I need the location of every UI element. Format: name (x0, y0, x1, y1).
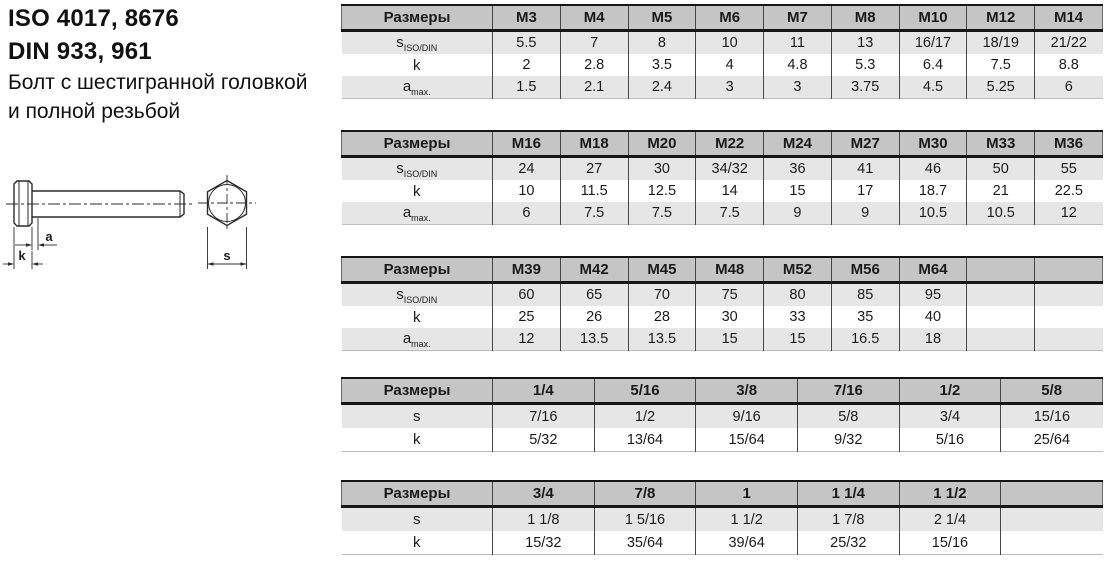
column-header: M22 (696, 131, 764, 157)
value-cell: 36 (764, 157, 832, 181)
value-cell: 13/64 (594, 428, 696, 452)
table-row (342, 283, 1103, 307)
table-row (342, 404, 1103, 429)
row-label: k (342, 428, 493, 452)
value-cell: 85 (831, 283, 899, 307)
dimension-s (208, 227, 247, 269)
value-cell: 41 (831, 157, 899, 181)
table-header-row (342, 5, 1103, 31)
column-header: 7/16 (797, 378, 899, 404)
size-table-inch-large (341, 480, 1103, 555)
value-cell: 35 (831, 306, 899, 328)
value-cell: 4.8 (764, 54, 832, 76)
row-label: k (342, 531, 493, 555)
value-cell: 65 (560, 283, 628, 307)
value-cell: 30 (628, 157, 696, 181)
column-header: M24 (764, 131, 832, 157)
header-label: Размеры (342, 481, 493, 507)
value-cell: 15 (764, 180, 832, 202)
value-cell: 10 (696, 31, 764, 55)
column-header: M36 (1035, 131, 1103, 157)
value-cell: 1 5/16 (594, 507, 696, 532)
value-cell: 10 (493, 180, 561, 202)
value-cell: 9/16 (696, 404, 798, 429)
product-description: Болт с шестигранной головкой (8, 71, 308, 94)
value-cell: 8.8 (1035, 54, 1103, 76)
column-header: 1 (696, 481, 798, 507)
column-header: M10 (899, 5, 967, 31)
value-cell: 18.7 (899, 180, 967, 202)
value-cell: 5.25 (967, 76, 1035, 99)
table-row (342, 76, 1103, 99)
value-cell: 2.8 (560, 54, 628, 76)
value-cell: 22.5 (1035, 180, 1103, 202)
column-header: M12 (967, 5, 1035, 31)
value-cell: 25/64 (1001, 428, 1103, 452)
column-header: M30 (899, 131, 967, 157)
value-cell: 6 (493, 202, 561, 225)
column-header: M18 (560, 131, 628, 157)
value-cell: 7.5 (967, 54, 1035, 76)
value-cell: 6.4 (899, 54, 967, 76)
column-header: M52 (764, 257, 832, 283)
value-cell: 30 (696, 306, 764, 328)
table-header-row (342, 378, 1103, 404)
value-cell: 25 (493, 306, 561, 328)
dim-label-a: a (45, 229, 53, 244)
value-cell: 13.5 (560, 328, 628, 351)
row-label: $s_{ISO/DIN}$ (342, 31, 493, 55)
row-label: s (342, 507, 493, 532)
dimension-k (3, 227, 43, 269)
value-cell: 7.5 (560, 202, 628, 225)
value-cell: 25/32 (797, 531, 899, 555)
value-cell: 1 1/2 (696, 507, 798, 532)
table-row (342, 157, 1103, 181)
size-table-metric-m16-m36 (341, 130, 1103, 225)
column-header: M14 (1035, 5, 1103, 31)
header-label: Размеры (342, 131, 493, 157)
column-header: M45 (628, 257, 696, 283)
value-cell: 2.1 (560, 76, 628, 99)
column-header (1001, 481, 1103, 507)
column-header (967, 257, 1035, 283)
value-cell: 4.5 (899, 76, 967, 99)
value-cell: 15/16 (1001, 404, 1103, 429)
value-cell: 7.5 (628, 202, 696, 225)
value-cell: 15/32 (493, 531, 595, 555)
value-cell: 95 (899, 283, 967, 307)
size-table-metric-m39-m64 (341, 256, 1103, 351)
value-cell: 12 (1035, 202, 1103, 225)
value-cell: 27 (560, 157, 628, 181)
value-cell: 17 (831, 180, 899, 202)
value-cell: 3 (696, 76, 764, 99)
column-header: M48 (696, 257, 764, 283)
value-cell: 12 (493, 328, 561, 351)
value-cell: 5.5 (493, 31, 561, 55)
value-cell: 2 1/4 (899, 507, 1001, 532)
product-description: и полной резьбой (8, 100, 181, 123)
value-cell: 10.5 (967, 202, 1035, 225)
size-table-metric-m3-m14 (341, 4, 1103, 99)
row-label: $s_{ISO/DIN}$ (342, 157, 493, 181)
value-cell: 5/16 (899, 428, 1001, 452)
value-cell: 50 (967, 157, 1035, 181)
standard-iso: ISO 4017, 8676 (8, 5, 179, 32)
value-cell: 5/8 (797, 404, 899, 429)
row-label: s (342, 404, 493, 429)
title-block (8, 2, 338, 126)
value-cell: 1 7/8 (797, 507, 899, 532)
value-cell: 24 (493, 157, 561, 181)
value-cell: 5/32 (493, 428, 595, 452)
value-cell (1035, 306, 1103, 328)
value-cell: 7 (560, 31, 628, 55)
value-cell: 9/32 (797, 428, 899, 452)
column-header: 1 1/2 (899, 481, 1001, 507)
value-cell: 75 (696, 283, 764, 307)
column-header: 7/8 (594, 481, 696, 507)
value-cell: 7.5 (696, 202, 764, 225)
value-cell: 39/64 (696, 531, 798, 555)
value-cell: 11.5 (560, 180, 628, 202)
value-cell: 15 (764, 328, 832, 351)
column-header: M3 (493, 5, 561, 31)
row-label: $a_{max.}$ (342, 202, 493, 225)
table-row (342, 31, 1103, 55)
row-label: $a_{max.}$ (342, 76, 493, 99)
column-header: M27 (831, 131, 899, 157)
column-header: 5/16 (594, 378, 696, 404)
row-label: $s_{ISO/DIN}$ (342, 283, 493, 307)
value-cell: 28 (628, 306, 696, 328)
value-cell: 21 (967, 180, 1035, 202)
value-cell: 6 (1035, 76, 1103, 99)
value-cell: 55 (1035, 157, 1103, 181)
table-header-row (342, 481, 1103, 507)
table-row (342, 180, 1103, 202)
value-cell: 35/64 (594, 531, 696, 555)
value-cell: 15/64 (696, 428, 798, 452)
column-header: 1 1/4 (797, 481, 899, 507)
value-cell (967, 328, 1035, 351)
value-cell: 11 (764, 31, 832, 55)
column-header (1035, 257, 1103, 283)
header-label: Размеры (342, 378, 493, 404)
value-cell (1001, 531, 1103, 555)
standard-din: DIN 933, 961 (8, 38, 152, 65)
row-label: k (342, 306, 493, 328)
value-cell (1001, 507, 1103, 532)
value-cell: 80 (764, 283, 832, 307)
dim-label-s: s (223, 248, 231, 263)
column-header: 5/8 (1001, 378, 1103, 404)
size-table-inch-small (341, 377, 1103, 452)
column-header: M8 (831, 5, 899, 31)
value-cell: 9 (831, 202, 899, 225)
row-label: k (342, 54, 493, 76)
value-cell: 12.5 (628, 180, 696, 202)
value-cell: 33 (764, 306, 832, 328)
column-header: M64 (899, 257, 967, 283)
value-cell: 21/22 (1035, 31, 1103, 55)
value-cell: 70 (628, 283, 696, 307)
value-cell (967, 306, 1035, 328)
column-header: 1/4 (493, 378, 595, 404)
table-header-row (342, 131, 1103, 157)
dimension-a (15, 218, 57, 250)
value-cell: 34/32 (696, 157, 764, 181)
table-row (342, 507, 1103, 532)
value-cell: 1/2 (594, 404, 696, 429)
table-row (342, 306, 1103, 328)
value-cell (1035, 328, 1103, 351)
value-cell: 2 (493, 54, 561, 76)
column-header: M56 (831, 257, 899, 283)
value-cell: 16.5 (831, 328, 899, 351)
table-row (342, 328, 1103, 351)
column-header: 3/8 (696, 378, 798, 404)
value-cell: 15/16 (899, 531, 1001, 555)
value-cell: 3.5 (628, 54, 696, 76)
value-cell (1035, 283, 1103, 307)
row-label: $a_{max.}$ (342, 328, 493, 351)
column-header: M4 (560, 5, 628, 31)
value-cell: 16/17 (899, 31, 967, 55)
value-cell: 40 (899, 306, 967, 328)
value-cell: 2.4 (628, 76, 696, 99)
value-cell: 14 (696, 180, 764, 202)
column-header: M39 (493, 257, 561, 283)
column-header: M6 (696, 5, 764, 31)
value-cell: 1 1/8 (493, 507, 595, 532)
row-label: k (342, 180, 493, 202)
bolt-side-view (14, 181, 184, 226)
value-cell: 5.3 (831, 54, 899, 76)
table-row (342, 202, 1103, 225)
value-cell: 1.5 (493, 76, 561, 99)
column-header: M33 (967, 131, 1035, 157)
value-cell: 3.75 (831, 76, 899, 99)
bolt-technical-drawing (0, 170, 280, 278)
value-cell: 26 (560, 306, 628, 328)
value-cell: 7/16 (493, 404, 595, 429)
table-row (342, 54, 1103, 76)
value-cell: 13.5 (628, 328, 696, 351)
column-header: M42 (560, 257, 628, 283)
value-cell: 9 (764, 202, 832, 225)
value-cell: 3 (764, 76, 832, 99)
value-cell: 15 (696, 328, 764, 351)
value-cell: 13 (831, 31, 899, 55)
value-cell: 18 (899, 328, 967, 351)
bolt-head (14, 181, 32, 226)
value-cell: 46 (899, 157, 967, 181)
table-row (342, 531, 1103, 555)
column-header: 1/2 (899, 378, 1001, 404)
value-cell: 3/4 (899, 404, 1001, 429)
value-cell: 18/19 (967, 31, 1035, 55)
header-label: Размеры (342, 257, 493, 283)
column-header: M20 (628, 131, 696, 157)
value-cell: 4 (696, 54, 764, 76)
table-row (342, 428, 1103, 452)
value-cell: 60 (493, 283, 561, 307)
value-cell: 8 (628, 31, 696, 55)
column-header: M5 (628, 5, 696, 31)
table-header-row (342, 257, 1103, 283)
column-header: 3/4 (493, 481, 595, 507)
value-cell: 10.5 (899, 202, 967, 225)
header-label: Размеры (342, 5, 493, 31)
dim-label-k: k (18, 248, 26, 263)
value-cell (967, 283, 1035, 307)
column-header: M16 (493, 131, 561, 157)
column-header: M7 (764, 5, 832, 31)
